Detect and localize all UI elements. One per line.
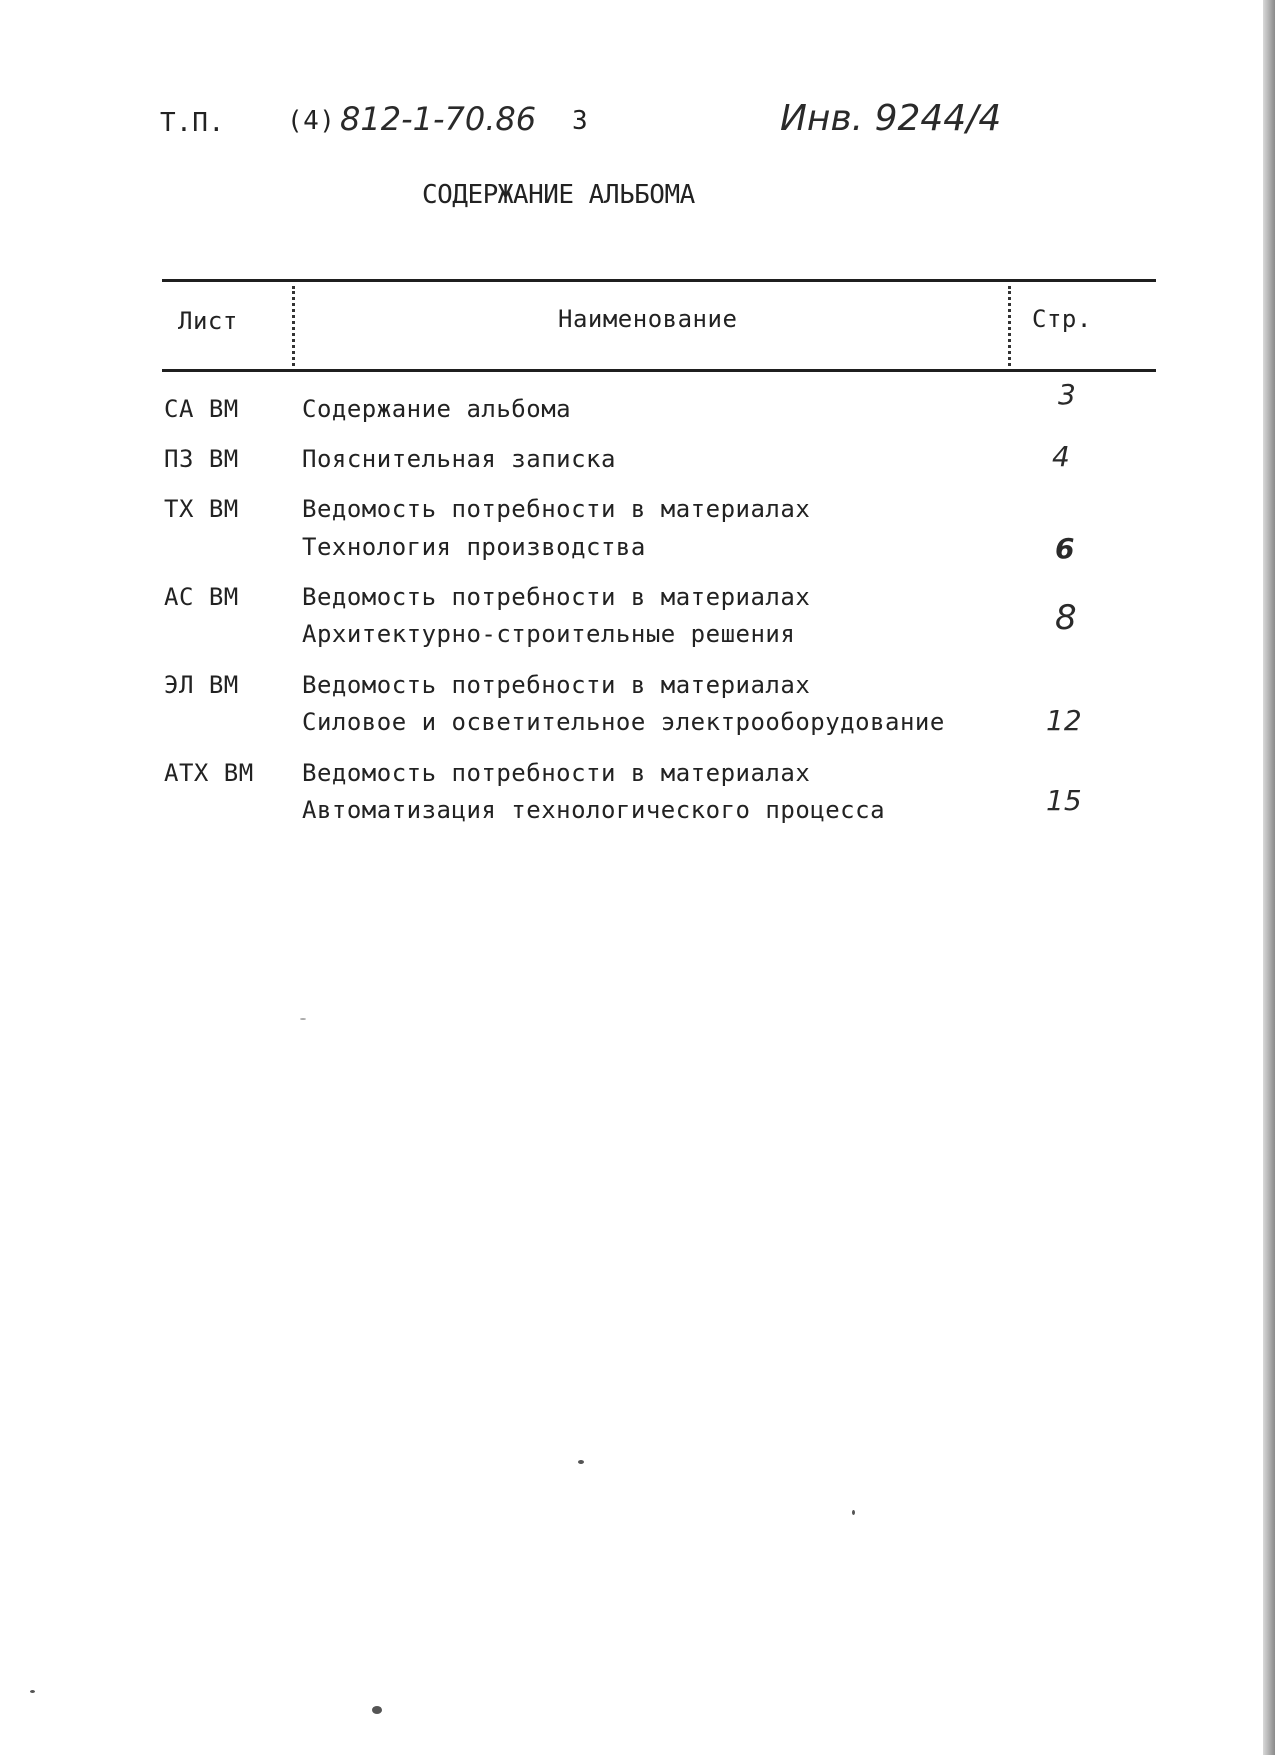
scan-speck bbox=[852, 1510, 855, 1515]
scan-page-edge bbox=[1263, 0, 1275, 1755]
column-header-sheet: Лист bbox=[178, 307, 238, 335]
table-row-name: Ведомость потребности в материалах bbox=[302, 495, 811, 523]
column-header-page: Стр. bbox=[1032, 305, 1092, 333]
table-top-rule bbox=[162, 279, 1156, 282]
table-row-page: 15 bbox=[1046, 784, 1082, 817]
table-row-name: Содержание альбома bbox=[302, 395, 572, 423]
column-separator-left bbox=[292, 286, 298, 366]
scan-speck bbox=[30, 1690, 35, 1693]
header-tp-label: Т.П. bbox=[160, 108, 225, 138]
table-row-sheet: ТХ ВМ bbox=[164, 495, 239, 523]
table-row-name: Ведомость потребности в материалах bbox=[302, 671, 811, 699]
table-row-name-second-line: Силовое и осветительное электрооборудование bbox=[302, 708, 945, 736]
table-row-name: Ведомость потребности в материалах bbox=[302, 583, 811, 611]
scan-speck bbox=[372, 1706, 382, 1714]
header-series: (4) bbox=[287, 106, 336, 136]
scan-speck bbox=[578, 1460, 584, 1464]
column-header-name: Наименование bbox=[558, 305, 738, 333]
table-row-page: 6 bbox=[1055, 532, 1075, 565]
table-row-name-second-line: Архитектурно-строительные решения bbox=[302, 620, 796, 648]
column-separator-right bbox=[1008, 286, 1014, 366]
table-row-page: 12 bbox=[1046, 704, 1082, 737]
table-row-page: 3 bbox=[1058, 378, 1076, 411]
table-row-sheet: АТХ ВМ bbox=[164, 759, 254, 787]
table-row-name: Ведомость потребности в материалах bbox=[302, 759, 811, 787]
header-project-number: 812-1-70.86 bbox=[340, 100, 537, 138]
table-header-bottom-rule bbox=[162, 369, 1156, 372]
table-row-sheet: АС ВМ bbox=[164, 583, 239, 611]
header-page-number: 3 bbox=[572, 106, 589, 136]
document-title: СОДЕРЖАНИЕ АЛЬБОМА bbox=[422, 180, 695, 210]
table-row-name-second-line: Автоматизация технологического процесса bbox=[302, 796, 886, 824]
table-row-sheet: СА ВМ bbox=[164, 395, 239, 423]
table-row-page: 4 bbox=[1052, 440, 1070, 473]
table-row-page: 8 bbox=[1055, 598, 1077, 638]
table-row-sheet: ПЗ ВМ bbox=[164, 445, 239, 473]
header-inventory-number: Инв. 9244/4 bbox=[780, 98, 1002, 139]
scan-speck bbox=[300, 1018, 306, 1020]
table-row-name-second-line: Технология производства bbox=[302, 533, 646, 561]
table-row-name: Пояснительная записка bbox=[302, 445, 616, 473]
table-row-sheet: ЭЛ ВМ bbox=[164, 671, 239, 699]
